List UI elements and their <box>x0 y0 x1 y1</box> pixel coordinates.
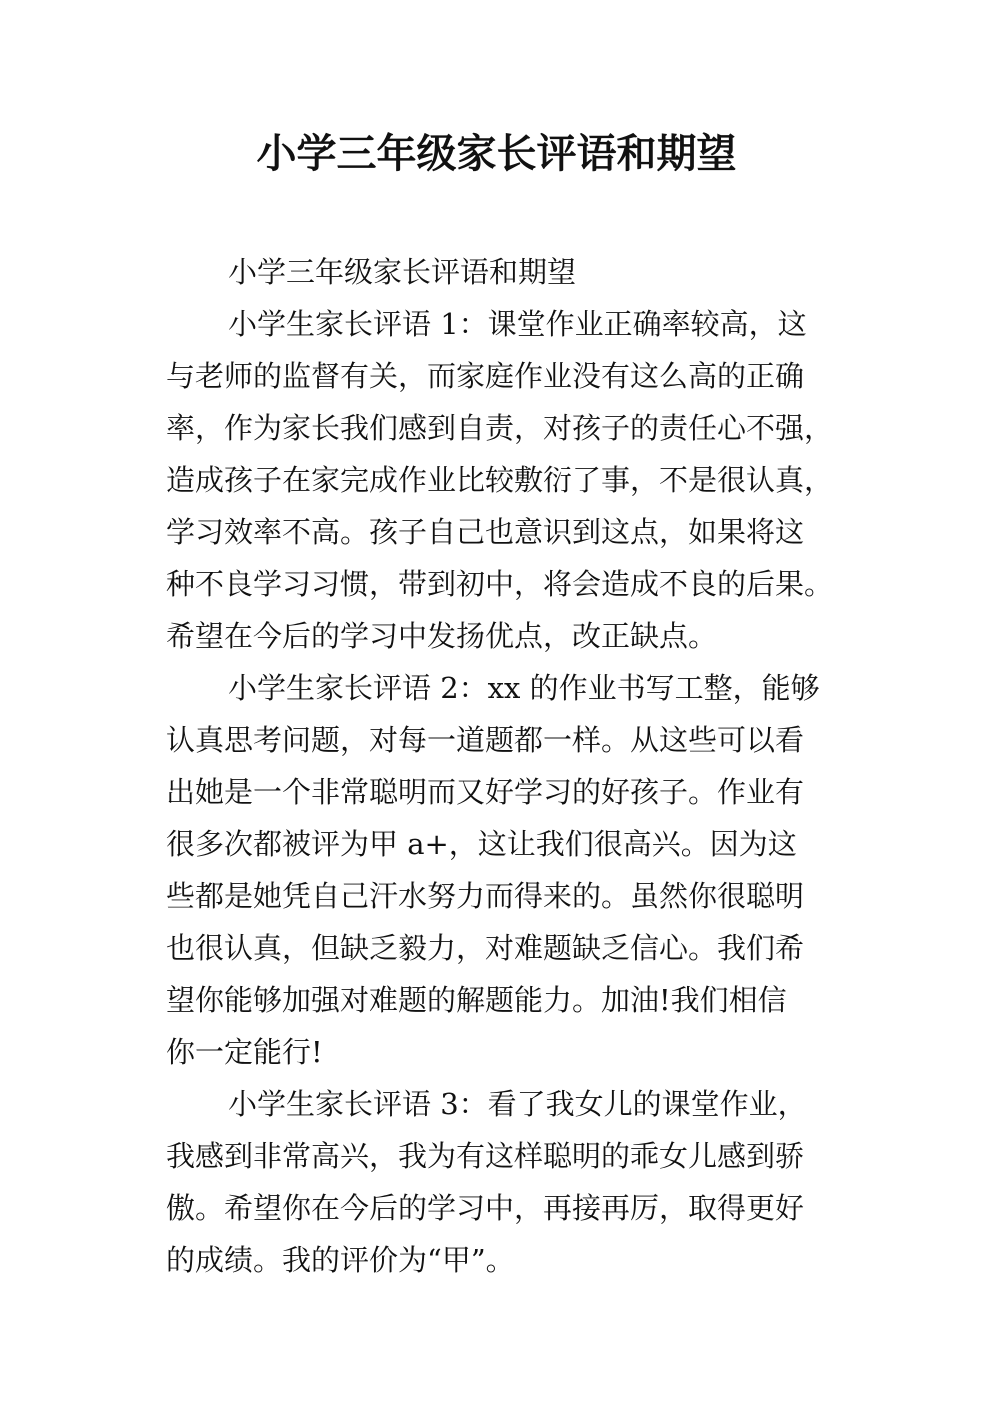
document-subtitle: 小学三年级家长评语和期望 <box>228 255 577 289</box>
paragraph-line: 出她是一个非常聪明而又好学习的好孩子。作业有 <box>166 775 805 809</box>
paragraph-line: 些都是她凭自己汗水努力而得来的。虽然你很聪明 <box>166 879 805 913</box>
paragraph-line: 很多次都被评为甲 a+，这让我们很高兴。因为这 <box>166 827 797 861</box>
paragraph-line: 傲。希望你在今后的学习中，再接再厉，取得更好 <box>166 1191 805 1225</box>
paragraph-line: 望你能够加强对难题的解题能力。加油!我们相信 <box>166 983 787 1017</box>
paragraph-line: 的成绩。我的评价为“甲”。 <box>166 1243 515 1277</box>
paragraph-line: 造成孩子在家完成作业比较敷衍了事，不是很认真， <box>166 463 834 497</box>
paragraph-2 <box>166 662 866 1078</box>
paragraph-line: 认真思考问题，对每一道题都一样。从这些可以看 <box>166 723 805 757</box>
paragraph-line: 与老师的监督有关，而家庭作业没有这么高的正确 <box>166 359 805 393</box>
paragraph-line: 也很认真，但缺乏毅力，对难题缺乏信心。我们希 <box>166 931 805 965</box>
paragraph-line: 我感到非常高兴，我为有这样聪明的乖女儿感到骄 <box>166 1139 805 1173</box>
paragraph-line: 你一定能行! <box>166 1035 323 1069</box>
paragraph-1 <box>166 298 866 662</box>
document-body <box>166 246 866 1286</box>
document-title: 小学三年级家长评语和期望 <box>256 131 737 177</box>
paragraphs <box>166 298 866 1286</box>
paragraph-line: 小学生家长评语 2：xx 的作业书写工整，能够 <box>228 671 820 705</box>
paragraph-line: 希望在今后的学习中发扬优点，改正缺点。 <box>166 619 718 653</box>
paragraph-line: 小学生家长评语 3：看了我女儿的课堂作业， <box>228 1087 807 1121</box>
paragraph-line: 小学生家长评语 1：课堂作业正确率较高，这 <box>228 307 807 341</box>
paragraph-line: 学习效率不高。孩子自己也意识到这点，如果将这 <box>166 515 805 549</box>
paragraph-line: 种不良学习习惯，带到初中，将会造成不良的后果。 <box>166 567 834 601</box>
paragraph-3 <box>166 1078 866 1286</box>
paragraph-line: 率，作为家长我们感到自责，对孩子的责任心不强， <box>166 411 834 445</box>
